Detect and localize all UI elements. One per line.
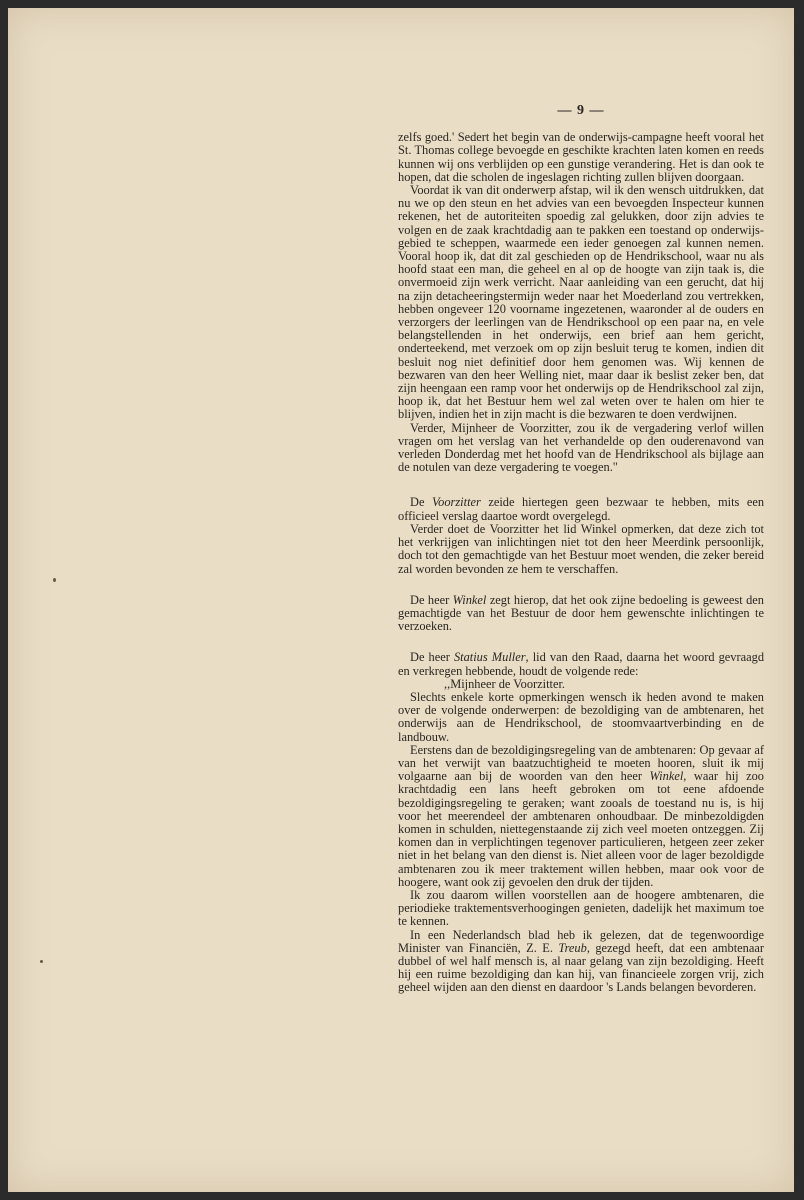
paragraph: zelfs goed.' Sedert het begin van de onderwijs-campagne heeft vooral het St. Thomas college bevoegde en geschikte krachten laten komen en reeds kunnen wij ons verblijden op een gunstige verandering. Het is dan ook te hopen, dat die scholen de ingeslagen richting zullen blijven doorgaan. [398,130,764,184]
paragraph-text: zeide hiertegen geen bezwaar te hebben, mits een officieel verslag daartoe wordt overgelegd. [398,495,765,523]
paragraph: Verder, Mijnheer de Voorzitter, zou ik de vergadering verlof willen vragen om het verslag van het verhandelde op den ouderenavond van verleden Donderdag met het hoofd van de Hendrikschool als bijlage aan de notulen van deze vergadering te voegen." [398,420,764,475]
paragraph [398,496,764,522]
paragraph: Slechts enkele korte opmerkingen wensch ik heden avond te maken over de volgende onderwerpen: de bezoldiging van de ambtenaren, het onderwijs aan de Hendrikschool, de stoomvaartverbinding en de landbouw. [398,689,764,744]
paragraph-text: In een Nederlandsch blad heb ik gelezen, dat de tegenwoordige Minister van Financiën, Z. E. [398,927,764,955]
paragraph: Verder doet de Voorzitter het lid Winkel opmerken, dat deze zich tot het verkrijgen van inlichtingen niet tot den heer Meerdink persoonlijk, doch tot den gemachtigde van het Bestuur moet wenden, die zeker bereid zal worden bevonden ze hem te verschaffen. [398,521,764,576]
paper-speck [53,578,56,582]
paragraph-text: , lid van den Raad, daarna het woord gevraagd en verkregen hebbende, houdt de volgende rede: [398,650,765,678]
paragraph: Voordat ik van dit onderwerp afstap, wil ik den wensch uitdrukken, dat nu we op den steun en het advies van een bevoegden Inspecteur kunnen rekenen, het de autoriteiten spoedig zal gelukken, door zijn advies te volgen en de zaak krachtdadig aan te pakken een toestand op onderwijs-gebied te scheppen, waarmede een ieder genoegen zal kunnen nemen. Vooral hoop ik, dat dit zal geschieden op de Hendrikschool, waar nu als hoofd staat een man, die geheel en al op de hoogte van zijn taak is, die onvermoeid zijn werk verricht. Naar aanleiding van een gerucht, dat hij na zijn detacheeringstermijn weder naar het Moederland zou vertrekken, hebben ongeveer 120 voorname ingezetenen, waaronder al de ouders en verzorgers der leerlingen van de Hendrikschool op een paar na, en vele belangstellenden in het onderwijs, een brief aan hem gericht, onderteekend, met verzoek om op zijn besluit terug te komen, indien dit besluit nog niet definitief door hem genomen was. Wij kennen de bezwaren van den heer Welling niet, maar daar ik beslist zeker ben, dat zijn heengaan een ramp voor het onderwijs op de Hendrikschool zal zijn, hoop ik, dat het Bestuur hem wel zal weten over te halen om hier te blijven, indien het in zijn macht is die bezwaren te doen verdwijnen. [398,183,764,422]
paragraph [398,651,764,677]
paragraph-text: , waar hij zoo krachtdadig een lans heeft gebroken om tot eene afdoende bezoldigingsregeling te geraken; want zooals de toestand nu is, is hij voor het meerendeel der ambtenaren onhoudbaar. De minbezoldigden komen in schulden, niettegenstaande zij zich veel moeten ontzeggen. Zij komen dan in verplichtingen tegenover particulieren, hetgeen zeer zeker niet in het belang van den dienst is. Niet alleen voor de lager bezoldigde ambtenaren zou ik meer traktement willen hebben, maar ook voor de hoogere, want ook zij gevoelen den druk der tijden. [398,769,765,889]
paragraph-prefix: De heer [410,592,453,607]
paragraph-text: zegt hierop, dat het ook zijne bedoeling is geweest den gemachtigde van het Bestuur de door hem gewenschte inlichtingen te verzoeken. [398,592,765,634]
paragraph-prefix: De [410,495,432,510]
paragraph-text: Eerstens dan de bezoldigingsregeling van de ambtenaren: Op gevaar af van het verwijt van baatzuchtigheid te moeten hooren, sluit ik mij volgaarne aan bij de woorden van den heer [398,742,764,784]
paper-speck [40,960,43,963]
person-name: Treub [558,940,587,955]
paragraph [398,744,764,889]
speaker-name: Winkel [649,769,684,784]
text-column [398,104,764,995]
page-number: — 9 — [557,103,605,118]
speaker-name: Statius Muller [453,650,526,665]
speaker-name: Winkel [452,592,487,607]
paragraph: Ik zou daarom willen voorstellen aan de hoogere ambtenaren, die periodieke traktementsverhoogingen genieten, dadelijk het maximum toe te kennen. [398,887,764,929]
speaker-name: Voorzitter [431,495,481,510]
paragraph-text: , gezegd heeft, dat een ambtenaar dubbel of wel half mensch is, al naar gelang van zijn bezoldiging. Heeft hij een ruime bezoldiging dan kan hij, van financieele zorgen vrij, zich geheel wijden aan den dienst en daardoor 's Lands belangen bevorderen. [398,940,764,995]
paragraph [398,594,764,634]
document-page [8,8,794,1192]
paragraph [398,929,764,995]
salutation: ,,Mijnheer de Voorzitter. [444,676,566,691]
paragraph-prefix: De heer [410,650,454,665]
